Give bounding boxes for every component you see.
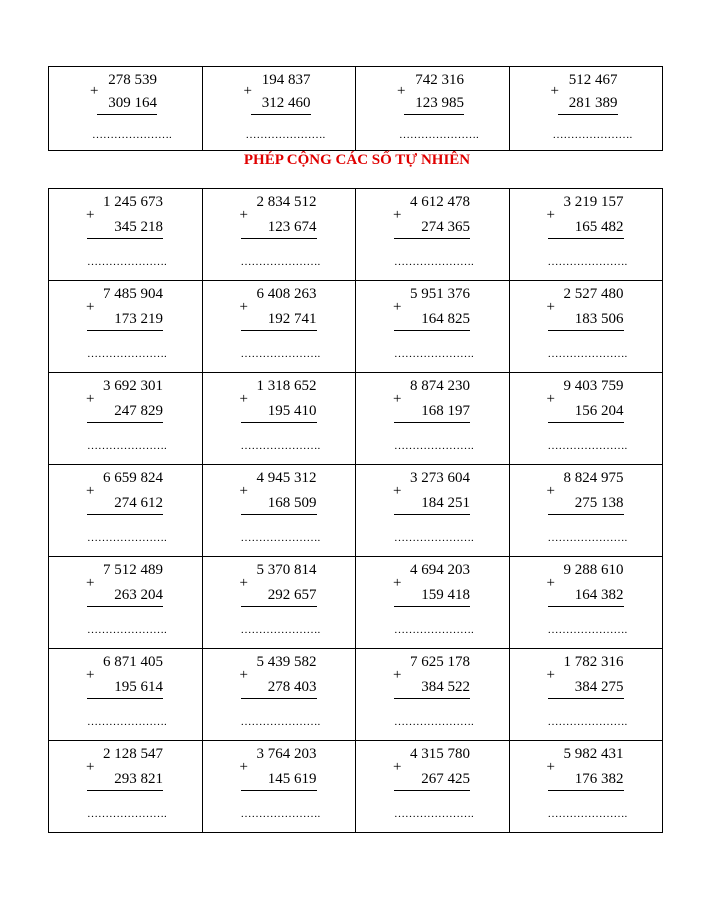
answer-blank[interactable]: …………………. [394, 256, 474, 268]
problem-cell [202, 465, 356, 557]
addend-top: 5 982 431 [563, 746, 624, 762]
addend-top: 7 485 904 [103, 286, 163, 302]
addend-top: 4 315 780 [410, 746, 470, 762]
addition-problem [203, 189, 356, 280]
addition-problem [356, 557, 509, 648]
problem-cell [49, 189, 203, 281]
plus-sign: + [397, 83, 406, 99]
addend-bottom: 195 410 [267, 403, 317, 419]
sum-line [548, 606, 624, 607]
answer-blank[interactable]: …………………. [547, 532, 628, 544]
addition-problem [203, 741, 356, 832]
problem-cell [49, 465, 203, 557]
sum-line [241, 514, 317, 515]
main-problem-body [49, 189, 663, 833]
problem-cell [202, 557, 356, 649]
addend-bottom: 192 741 [267, 311, 317, 327]
sum-line [548, 238, 624, 239]
plus-sign: + [393, 759, 402, 775]
addend-top: 3 219 157 [563, 194, 624, 210]
plus-sign: + [393, 575, 402, 591]
addition-problem [356, 373, 509, 464]
problem-cell [49, 373, 203, 465]
addition-problem [203, 373, 356, 464]
problem-cell [509, 465, 663, 557]
plus-sign: + [239, 207, 248, 223]
addend-bottom: 274 365 [421, 219, 470, 235]
plus-sign: + [86, 483, 95, 499]
sum-line [87, 698, 163, 699]
addend-top: 6 408 263 [256, 286, 317, 302]
answer-blank[interactable]: …………………. [87, 256, 167, 268]
problem-cell [509, 373, 663, 465]
addition-problem [510, 373, 663, 464]
answer-blank[interactable]: …………………. [240, 440, 321, 452]
plus-sign: + [550, 83, 559, 99]
answer-blank[interactable]: …………………. [399, 129, 479, 141]
addend-top: 1 245 673 [103, 194, 163, 210]
answer-blank[interactable]: …………………. [394, 348, 474, 360]
problem-cell [509, 281, 663, 373]
sum-line [97, 114, 157, 115]
addend-top: 2 527 480 [563, 286, 624, 302]
addend-bottom: 275 138 [574, 495, 624, 511]
addend-top: 1 318 652 [256, 378, 317, 394]
addend-top: 3 692 301 [103, 378, 163, 394]
addend-bottom: 195 614 [114, 679, 163, 695]
sum-line [251, 114, 311, 115]
addend-top: 9 403 759 [563, 378, 624, 394]
sum-line [241, 422, 317, 423]
answer-blank[interactable]: …………………. [394, 532, 474, 544]
addend-top: 512 467 [568, 72, 618, 88]
problem-row [49, 189, 663, 281]
problem-cell [49, 649, 203, 741]
plus-sign: + [546, 667, 555, 683]
answer-blank[interactable]: …………………. [240, 532, 321, 544]
problem-row [49, 281, 663, 373]
main-problem-grid [48, 188, 663, 833]
answer-blank[interactable]: …………………. [92, 129, 172, 141]
sum-line [394, 330, 470, 331]
addend-top: 4 945 312 [256, 470, 317, 486]
addend-bottom: 123 985 [415, 95, 464, 111]
answer-blank[interactable]: …………………. [547, 256, 628, 268]
addend-bottom: 168 509 [267, 495, 317, 511]
addition-problem [49, 741, 202, 832]
sum-line [548, 330, 624, 331]
problem-cell [202, 373, 356, 465]
answer-blank[interactable]: …………………. [87, 624, 167, 636]
answer-blank[interactable]: …………………. [87, 440, 167, 452]
answer-blank[interactable]: …………………. [552, 129, 633, 141]
plus-sign: + [546, 759, 555, 775]
addition-problem [49, 281, 202, 372]
problem-cell [49, 557, 203, 649]
problem-cell [509, 741, 663, 833]
sum-line [87, 330, 163, 331]
problem-cell [356, 67, 510, 151]
addition-problem [49, 557, 202, 648]
addend-bottom: 293 821 [114, 771, 163, 787]
sum-line [394, 698, 470, 699]
addition-problem [510, 465, 663, 556]
answer-blank[interactable]: …………………. [87, 716, 167, 728]
problem-cell [356, 189, 510, 281]
problem-cell [49, 741, 203, 833]
top-problem-grid [48, 66, 663, 151]
addition-problem [356, 189, 509, 280]
addend-top: 4 612 478 [410, 194, 470, 210]
addition-problem [203, 649, 356, 740]
sum-line [241, 698, 317, 699]
plus-sign: + [86, 299, 95, 315]
plus-sign: + [243, 83, 252, 99]
addend-top: 5 439 582 [256, 654, 317, 670]
addend-top: 6 871 405 [103, 654, 163, 670]
answer-blank[interactable]: …………………. [240, 716, 321, 728]
answer-blank[interactable]: …………………. [394, 716, 474, 728]
addend-bottom: 312 460 [261, 95, 311, 111]
addend-bottom: 281 389 [568, 95, 618, 111]
answer-blank[interactable]: …………………. [547, 716, 628, 728]
addend-top: 742 316 [415, 72, 464, 88]
sum-line [87, 514, 163, 515]
problem-row [49, 649, 663, 741]
sum-line [394, 238, 470, 239]
plus-sign: + [546, 299, 555, 315]
answer-blank[interactable]: …………………. [394, 440, 474, 452]
answer-blank[interactable]: …………………. [87, 532, 167, 544]
top-problem-body [49, 67, 663, 151]
addition-problem [356, 67, 509, 150]
addend-top: 278 539 [108, 72, 157, 88]
sum-line [548, 790, 624, 791]
addend-bottom: 292 657 [267, 587, 317, 603]
problem-cell [509, 557, 663, 649]
addition-problem [356, 741, 509, 832]
addition-problem [510, 67, 663, 150]
plus-sign: + [393, 391, 402, 407]
answer-blank[interactable]: …………………. [87, 348, 167, 360]
sum-line [87, 606, 163, 607]
sum-line [241, 790, 317, 791]
addend-bottom: 183 506 [574, 311, 624, 327]
answer-blank[interactable]: …………………. [394, 624, 474, 636]
problem-cell [202, 741, 356, 833]
sum-line [241, 606, 317, 607]
addend-bottom: 156 204 [574, 403, 624, 419]
sum-line [87, 238, 163, 239]
addend-bottom: 145 619 [267, 771, 317, 787]
sum-line [558, 114, 618, 115]
answer-blank[interactable]: …………………. [547, 440, 628, 452]
plus-sign: + [239, 759, 248, 775]
addend-top: 194 837 [261, 72, 311, 88]
sum-line [241, 330, 317, 331]
addition-problem [510, 649, 663, 740]
addend-top: 3 764 203 [256, 746, 317, 762]
problem-row [49, 465, 663, 557]
addition-problem [356, 281, 509, 372]
addend-top: 9 288 610 [563, 562, 624, 578]
addend-top: 2 834 512 [256, 194, 317, 210]
addition-problem [49, 67, 202, 150]
addend-bottom: 384 522 [421, 679, 470, 695]
plus-sign: + [239, 575, 248, 591]
addend-bottom: 247 829 [114, 403, 163, 419]
addend-top: 7 512 489 [103, 562, 163, 578]
plus-sign: + [239, 391, 248, 407]
problem-cell [509, 67, 663, 151]
plus-sign: + [393, 483, 402, 499]
addend-top: 5 951 376 [410, 286, 470, 302]
problem-cell [509, 189, 663, 281]
answer-blank[interactable]: …………………. [547, 808, 628, 820]
addend-bottom: 123 674 [267, 219, 317, 235]
problem-cell [49, 67, 203, 151]
plus-sign: + [546, 207, 555, 223]
plus-sign: + [86, 391, 95, 407]
addend-top: 8 824 975 [563, 470, 624, 486]
plus-sign: + [86, 759, 95, 775]
plus-sign: + [393, 299, 402, 315]
addition-problem [356, 649, 509, 740]
addend-top: 7 625 178 [410, 654, 470, 670]
plus-sign: + [239, 299, 248, 315]
problem-cell [202, 649, 356, 741]
answer-blank[interactable]: …………………. [240, 348, 321, 360]
sum-line [87, 422, 163, 423]
answer-blank[interactable]: …………………. [394, 808, 474, 820]
sum-line [394, 606, 470, 607]
addend-top: 3 273 604 [410, 470, 470, 486]
addition-problem [356, 465, 509, 556]
problem-cell [49, 281, 203, 373]
answer-blank[interactable]: …………………. [240, 256, 321, 268]
addend-bottom: 263 204 [114, 587, 163, 603]
addend-top: 6 659 824 [103, 470, 163, 486]
answer-blank[interactable]: …………………. [240, 624, 321, 636]
addition-problem [203, 281, 356, 372]
addition-problem [49, 189, 202, 280]
sum-line [394, 422, 470, 423]
problem-cell [356, 741, 510, 833]
addend-bottom: 164 382 [574, 587, 624, 603]
plus-sign: + [546, 391, 555, 407]
addition-problem [49, 465, 202, 556]
addition-problem [203, 557, 356, 648]
addend-bottom: 164 825 [421, 311, 470, 327]
addend-bottom: 267 425 [421, 771, 470, 787]
sum-line [548, 698, 624, 699]
plus-sign: + [90, 83, 99, 99]
problem-row [49, 373, 663, 465]
addend-bottom: 168 197 [421, 403, 470, 419]
addition-problem [510, 281, 663, 372]
plus-sign: + [86, 575, 95, 591]
addend-bottom: 173 219 [114, 311, 163, 327]
addend-bottom: 274 612 [114, 495, 163, 511]
plus-sign: + [546, 483, 555, 499]
plus-sign: + [546, 575, 555, 591]
addition-problem [510, 741, 663, 832]
addend-bottom: 159 418 [421, 587, 470, 603]
plus-sign: + [86, 207, 95, 223]
addend-bottom: 309 164 [108, 95, 157, 111]
addition-problem [203, 67, 356, 150]
problem-cell [509, 649, 663, 741]
plus-sign: + [86, 667, 95, 683]
addition-problem [49, 649, 202, 740]
addend-bottom: 384 275 [574, 679, 624, 695]
answer-blank[interactable]: …………………. [547, 348, 628, 360]
sum-line [548, 514, 624, 515]
answer-blank[interactable]: …………………. [240, 808, 321, 820]
addend-bottom: 184 251 [421, 495, 470, 511]
plus-sign: + [393, 667, 402, 683]
plus-sign: + [393, 207, 402, 223]
problem-cell [356, 465, 510, 557]
addend-bottom: 165 482 [574, 219, 624, 235]
sum-line [548, 422, 624, 423]
problem-cell [202, 67, 356, 151]
problem-cell [356, 281, 510, 373]
sum-line [394, 514, 470, 515]
answer-blank[interactable]: …………………. [547, 624, 628, 636]
problem-row [49, 741, 663, 833]
addend-top: 4 694 203 [410, 562, 470, 578]
addend-bottom: 345 218 [114, 219, 163, 235]
addend-top: 1 782 316 [563, 654, 624, 670]
addend-top: 8 874 230 [410, 378, 470, 394]
problem-cell [356, 557, 510, 649]
addend-bottom: 278 403 [267, 679, 317, 695]
plus-sign: + [239, 483, 248, 499]
addend-top: 2 128 547 [103, 746, 163, 762]
sum-line [404, 114, 464, 115]
plus-sign: + [239, 667, 248, 683]
addition-problem [510, 189, 663, 280]
addend-top: 5 370 814 [256, 562, 317, 578]
problem-cell [356, 373, 510, 465]
problem-cell [202, 281, 356, 373]
problem-row [49, 557, 663, 649]
sum-line [394, 790, 470, 791]
addition-problem [203, 465, 356, 556]
answer-blank[interactable]: …………………. [87, 808, 167, 820]
addition-problem [49, 373, 202, 464]
answer-blank[interactable]: …………………. [245, 129, 326, 141]
problem-row [49, 67, 663, 151]
sum-line [241, 238, 317, 239]
problem-cell [356, 649, 510, 741]
addition-problem [510, 557, 663, 648]
sum-line [87, 790, 163, 791]
addend-bottom: 176 382 [574, 771, 624, 787]
problem-cell [202, 189, 356, 281]
worksheet-title: PHÉP CỘNG CÁC SỐ TỰ NHIÊN [243, 152, 471, 168]
